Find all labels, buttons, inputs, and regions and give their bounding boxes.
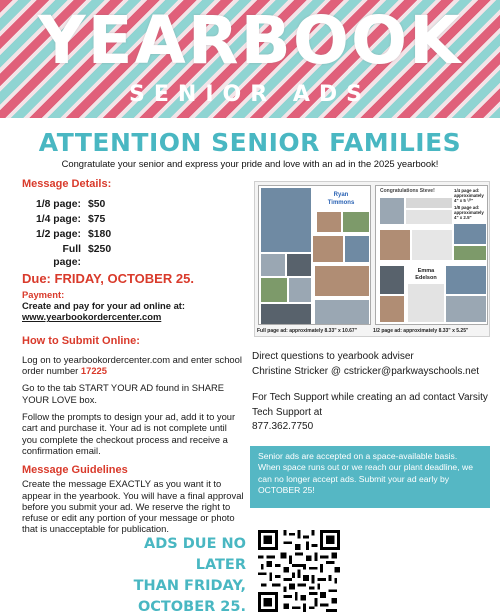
sample-label-full: Full page ad: approximately 8.33" x 10.67" (257, 328, 358, 334)
sample-photo (380, 296, 404, 322)
payment-label: Payment: (22, 288, 65, 300)
banner-title: YEARBOOK (37, 2, 463, 79)
sample-photo (289, 278, 311, 302)
submit-heading: How to Submit Online: (22, 334, 140, 347)
price-size: Full page: (53, 244, 81, 268)
price-value: $75 (88, 214, 106, 226)
guidelines-text: Create the message EXACTLY as you want it to appear in the yearbook. You will have a final approval before you submit your ad. We reserve the right to refuse or edit any portion of your message or photo that is unacceptable for publication. (22, 478, 244, 535)
banner-subtitle: SENIOR ADS (129, 82, 371, 107)
sample-photo (446, 296, 486, 322)
payment-text: Create and pay for your ad online at: (22, 300, 186, 312)
sample-text-block (408, 284, 444, 322)
sample-congrats-text: Congratulations Steve! (380, 188, 435, 194)
submit-step-3: Follow the prompts to design your ad, add it to your cart and purchase it. Your ad is not complete until you complete the checkout process and receive a confirmation email. (22, 410, 236, 456)
sample-ad-layouts (254, 181, 490, 337)
sample-photo (380, 198, 404, 224)
sample-photo (446, 266, 486, 294)
sample-name-2-last: Edelson (415, 275, 437, 281)
submit-step-2: Go to the tab START YOUR AD found in SHARE YOUR LOVE box. (22, 382, 225, 405)
ads-due-line-2: THAN FRIDAY, (133, 578, 246, 595)
sample-name-1-first: Ryan (333, 192, 349, 198)
sample-photo (454, 224, 486, 244)
price-size: 1/4 page: (35, 214, 81, 226)
order-number: 17225 (80, 365, 107, 377)
tech-support-text: For Tech Support while creating an ad contact Varsity Tech Support at (252, 392, 488, 418)
adviser-line-1: Direct questions to yearbook adviser (252, 351, 414, 362)
tech-support-phone: 877.362.7750 (252, 421, 314, 432)
sample-photo (261, 254, 285, 276)
intro-text: Congratulate your senior and express your pride and love with an ad in the 2025 yearbook! (61, 158, 439, 169)
sample-name-2-first: Emma (417, 268, 435, 274)
price-value: $250 (88, 244, 112, 256)
price-value: $180 (88, 229, 112, 241)
sample-photo (315, 266, 369, 296)
adviser-info (252, 350, 496, 379)
payment-link[interactable]: www.yearbookordercenter.com (22, 311, 162, 323)
price-table (34, 199, 244, 268)
sample-photo (380, 266, 404, 294)
sample-text-block (412, 230, 452, 260)
qr-code-icon[interactable] (258, 530, 340, 612)
sample-photo (313, 236, 343, 262)
message-details-heading: Message Details: (22, 178, 112, 190)
adviser-line-2: Christine Stricker @ cstricker@parkwayschools.net (252, 365, 480, 377)
price-size: 1/8 page: (35, 199, 81, 211)
sample-photo (345, 236, 369, 262)
guidelines-heading: Message Guidelines (22, 464, 128, 477)
sample-text-block (406, 198, 452, 208)
sample-label-half: 1/2 page ad: approximately 8.33" x 5.25" (373, 328, 469, 334)
sample-text-block (406, 210, 452, 224)
sample-photo (380, 230, 410, 260)
sample-full-page (258, 185, 371, 325)
ads-due-line-1: ADS DUE NO LATER (144, 536, 246, 574)
sample-photo (454, 246, 486, 260)
yearbook-banner (0, 0, 500, 118)
due-date: Due: FRIDAY, OCTOBER 25. (22, 271, 194, 287)
price-row (34, 199, 244, 214)
space-available-notice: Senior ads are accepted on a space-available basis. When space runs out or we reach our plant deadline, we can no longer accept ads. Submit your ad early by OCTOBER 25! (250, 446, 490, 508)
submit-step-1-text: Log on to yearbookordercenter.com and enter school order number (22, 353, 242, 377)
price-row (34, 229, 244, 244)
sample-photo (315, 300, 369, 324)
submit-step-1 (22, 354, 244, 377)
sample-photo (343, 212, 369, 232)
sample-label-quarter-inline: 1/4 page ad: approximately 4" x 5 ¹/²" (454, 188, 484, 203)
sample-photo (261, 278, 287, 302)
left-column (22, 178, 244, 535)
ads-due-line-3: OCTOBER 25. (137, 599, 246, 612)
price-row (34, 214, 244, 229)
sample-photo (317, 212, 341, 232)
sample-photo (261, 188, 311, 252)
price-size: 1/2 page: (35, 229, 81, 241)
sample-name-1-last: Timmons (327, 200, 355, 206)
price-row (34, 244, 244, 268)
ads-due-reminder (96, 534, 246, 612)
sample-photo (287, 254, 311, 276)
sample-photo (261, 304, 311, 324)
page-headline: ATTENTION SENIOR FAMILIES (38, 128, 462, 157)
sample-partial-pages (375, 185, 488, 325)
sample-label-eighth-inline: 1/8 page ad: approximately 4" x 2.5" (454, 205, 484, 220)
price-value: $50 (88, 199, 106, 211)
contact-info (252, 350, 496, 435)
tech-support-info (252, 391, 496, 435)
